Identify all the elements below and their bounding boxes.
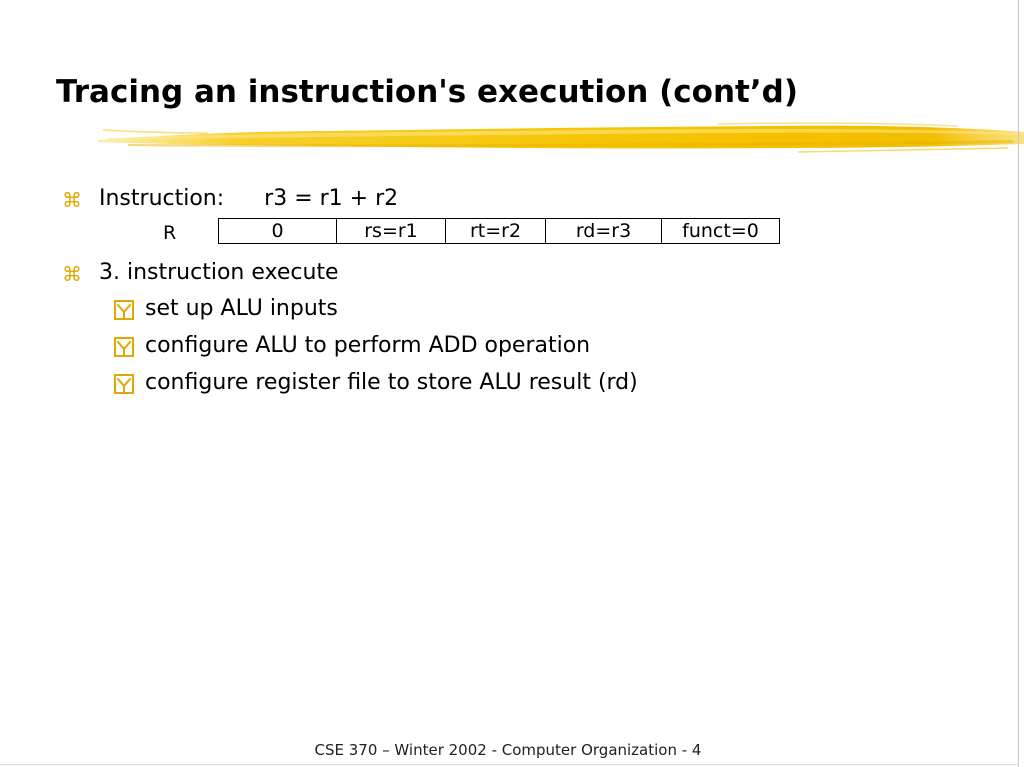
sub-bullet-text: set up ALU inputs <box>145 296 338 321</box>
format-field-rd: rd=r3 <box>546 219 662 244</box>
command-key-icon: ⌘ <box>62 262 82 286</box>
sub-bullet-item <box>0 370 1010 400</box>
bullet-instruction-text <box>99 186 398 211</box>
yellow-brush-divider <box>98 118 1024 160</box>
instruction-expression: r3 = r1 + r2 <box>264 186 399 211</box>
format-field-rt: rt=r2 <box>446 219 546 244</box>
checkbox-icon <box>114 374 134 394</box>
format-type-label: R <box>163 222 177 244</box>
bullet-execute-text: 3. instruction execute <box>99 260 339 285</box>
format-field-funct: funct=0 <box>662 219 780 244</box>
bullet-instruction <box>0 186 1010 216</box>
command-key-icon: ⌘ <box>62 188 82 212</box>
instruction-label: Instruction: <box>99 186 225 211</box>
slide-bottom-border <box>0 764 1019 765</box>
checkbox-icon <box>114 300 134 320</box>
slide-title: Tracing an instruction's execution (cont’d) <box>56 74 798 110</box>
sub-bullet-item <box>0 296 1010 326</box>
format-row <box>219 219 780 244</box>
checkbox-icon <box>114 337 134 357</box>
slide-right-border <box>1018 0 1019 767</box>
instruction-format-table <box>218 218 780 244</box>
format-field-rs: rs=r1 <box>337 219 446 244</box>
format-field-op: 0 <box>219 219 337 244</box>
sub-bullet-text: configure register file to store ALU result (rd) <box>145 370 638 395</box>
bullet-execute <box>0 260 1010 290</box>
sub-bullet-item <box>0 333 1010 363</box>
sub-bullet-text: configure ALU to perform ADD operation <box>145 333 591 358</box>
slide-footer: CSE 370 – Winter 2002 - Computer Organization - 4 <box>314 741 702 759</box>
